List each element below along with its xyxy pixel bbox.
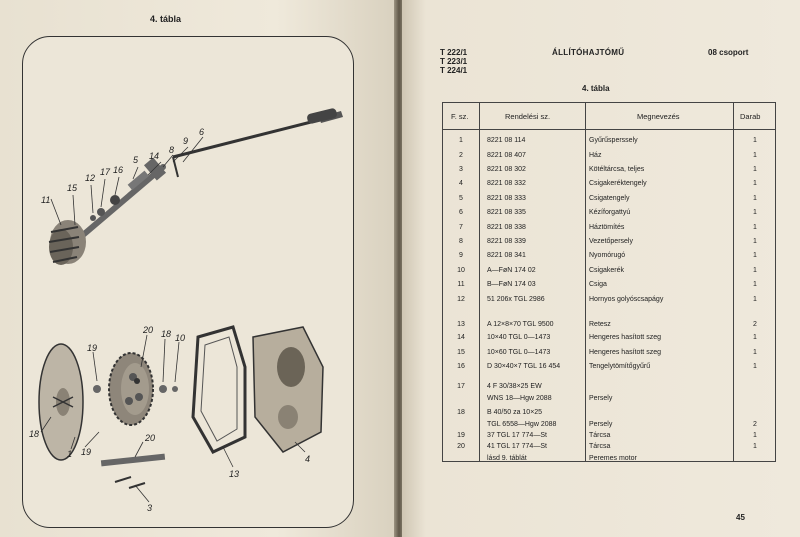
cell-fsz: 5 — [459, 195, 463, 202]
callout-1: 10 — [175, 333, 186, 343]
cell-quantity: 1 — [753, 334, 757, 341]
cell-description: Tárcsa — [589, 432, 611, 439]
key-pins — [101, 454, 165, 488]
cell-order-number: 37 TGL 17 774—St — [487, 432, 547, 439]
callout-19: 18 — [161, 329, 172, 339]
cell-quantity: 1 — [753, 195, 757, 202]
table-title: 4. tábla — [582, 84, 610, 93]
cell-quantity: 1 — [753, 180, 757, 187]
cell-fsz: 12 — [457, 296, 465, 303]
callout-labels — [29, 127, 310, 513]
table-row — [443, 224, 775, 237]
callout-15: 15 — [67, 183, 78, 193]
callout-7: 13 — [229, 469, 240, 479]
cell-description: Vezetőpersely — [589, 238, 633, 245]
callout-10: 20 — [143, 325, 154, 335]
cell-quantity: 1 — [753, 349, 757, 356]
cell-description: Kézíforgattyú — [589, 209, 631, 216]
cell-order-number: 8221 08 338 — [487, 224, 526, 231]
cell-order-number: 10×40 TGL 0—1473 — [487, 334, 551, 341]
worm-gear — [49, 220, 86, 265]
cell-order-number: 51 206x TGL 2986 — [487, 296, 545, 303]
cell-quantity: 1 — [753, 443, 757, 450]
table-row — [443, 166, 775, 179]
cell-quantity: 1 — [753, 363, 757, 370]
cell-quantity: 1 — [753, 281, 757, 288]
cell-description: Hengeres hasított szeg — [589, 334, 661, 341]
cell-quantity: 1 — [753, 137, 757, 144]
cell-fsz: 2 — [459, 152, 463, 159]
cell-fsz: 11 — [457, 281, 465, 288]
cell-fsz: 15 — [457, 349, 465, 356]
cell-order-number: 10×60 TGL 0—1473 — [487, 349, 551, 356]
cell-fsz: 20 — [457, 443, 465, 450]
cell-order-number: lásd 9. táblát — [487, 455, 527, 462]
callout-5: 5 — [133, 155, 139, 165]
cell-description: Ház — [589, 152, 602, 159]
cell-fsz: 8 — [459, 238, 463, 245]
cell-quantity: 1 — [753, 209, 757, 216]
housing — [253, 327, 323, 452]
callout-14: 14 — [149, 151, 160, 161]
table-row — [443, 209, 775, 222]
cell-order-number: D 30×40×7 TGL 16 454 — [487, 363, 561, 370]
cell-order-number: 4 F 30/38×25 EW — [487, 383, 542, 390]
type-code: T 224/1 — [440, 66, 468, 75]
cell-order-number: 8221 08 407 — [487, 152, 526, 159]
callout-4: 20 — [145, 433, 156, 443]
cell-order-number: A—FøN 174 02 — [487, 267, 536, 274]
cell-quantity: 1 — [753, 252, 757, 259]
cell-description: Retesz — [589, 321, 611, 328]
cell-description: Hengeres hasított szeg — [589, 349, 661, 356]
type-codes — [440, 48, 467, 75]
left-page — [0, 0, 396, 537]
table-row — [443, 349, 775, 362]
table-row — [443, 296, 775, 309]
type-code: T 223/1 — [440, 57, 468, 66]
cell-order-number: 41 TGL 17 774—St — [487, 443, 547, 450]
cell-quantity: 1 — [753, 152, 757, 159]
callout-18-gear: 19 — [87, 343, 98, 353]
cell-order-number: 8221 08 335 — [487, 209, 526, 216]
plate-title: 4. tábla — [150, 14, 182, 24]
cell-fsz: 17 — [457, 383, 465, 390]
callout-16: 16 — [113, 165, 124, 175]
cell-order-number: WNS 18—Hgw 2088 — [487, 395, 552, 402]
table-row — [443, 238, 775, 251]
callout-12: 12 — [85, 173, 96, 183]
cell-fsz: 9 — [459, 252, 463, 259]
cell-fsz: 4 — [459, 180, 463, 187]
cell-quantity: 1 — [753, 432, 757, 439]
header-description: Megnevezés — [637, 112, 680, 121]
table-row — [443, 363, 775, 376]
callout-17: 17 — [100, 167, 111, 177]
table-row — [443, 281, 775, 294]
cell-fsz: 10 — [457, 267, 465, 274]
callout-20: 19 — [81, 447, 92, 457]
callout-8: 8 — [169, 145, 175, 155]
cell-description: Tárcsa — [589, 443, 611, 450]
cell-order-number: TGL 6558—Hgw 2088 — [487, 421, 557, 428]
cell-description: Tengelytömítőgyűrű — [589, 363, 651, 370]
table-row — [443, 180, 775, 193]
cell-description: Csiga — [589, 281, 607, 288]
cell-order-number: 8221 08 339 — [487, 238, 526, 245]
cell-fsz: 6 — [459, 209, 463, 216]
gasket — [193, 327, 245, 452]
cell-fsz: 19 — [457, 432, 465, 439]
callout-9: 9 — [183, 136, 189, 146]
cell-order-number: 8221 08 333 — [487, 195, 526, 202]
cell-order-number: 8221 08 302 — [487, 166, 526, 173]
cell-description: Háztömítés — [589, 224, 625, 231]
cell-fsz: 7 — [459, 224, 463, 231]
table-row — [443, 321, 775, 334]
cell-quantity: 2 — [753, 421, 757, 428]
cell-quantity: 2 — [753, 321, 757, 328]
callout-18-drum: 18 — [29, 429, 40, 439]
cell-order-number: 8221 08 341 — [487, 252, 526, 259]
cell-description: Persely — [589, 421, 613, 428]
assembly-title: ÁLLÍTÓHAJTÓMŰ — [552, 48, 625, 57]
cell-quantity: 1 — [753, 238, 757, 245]
cell-description: Persely — [589, 395, 613, 402]
cell-fsz: 13 — [457, 321, 465, 328]
type-code: T 222/1 — [440, 48, 468, 57]
cell-description: Csigakeréktengely — [589, 180, 647, 187]
cell-quantity: 1 — [753, 296, 757, 303]
cell-quantity: 1 — [753, 224, 757, 231]
callout-11: 11 — [41, 195, 51, 205]
gear-wheel — [93, 353, 178, 425]
cell-description: Gyűrűsperssely — [589, 137, 638, 144]
cell-order-number: 8221 08 114 — [487, 137, 526, 144]
table-row — [443, 334, 775, 347]
cell-order-number: B—FøN 174 03 — [487, 281, 536, 288]
cable-drum — [39, 344, 83, 460]
table-row — [443, 152, 775, 165]
page-number: 45 — [736, 513, 745, 522]
cell-fsz: 3 — [459, 166, 463, 173]
table-row — [443, 395, 775, 408]
table-row — [443, 455, 775, 468]
cell-fsz: 16 — [457, 363, 465, 370]
cell-fsz: 14 — [457, 334, 465, 341]
cell-description: Hornyos golyóscsapágy — [589, 296, 664, 303]
cell-fsz: 18 — [457, 409, 465, 416]
cell-description: Csigatengely — [589, 195, 630, 202]
table-row — [443, 195, 775, 208]
table-header — [443, 103, 775, 130]
cell-order-number: A 12×8×70 TGL 9500 — [487, 321, 554, 328]
table-row — [443, 252, 775, 265]
header-order-number: Rendelési sz. — [505, 112, 551, 121]
cell-quantity: 1 — [753, 166, 757, 173]
cell-description: Csigakerék — [589, 267, 625, 274]
header-quantity: Darab — [740, 112, 761, 121]
exploded-view-plate — [22, 36, 354, 528]
right-page — [402, 0, 800, 537]
cell-description: Kötéltárcsa, teljes — [589, 166, 645, 173]
parts-table — [442, 102, 776, 462]
callout-3: 1 — [67, 449, 73, 459]
cell-fsz: 1 — [459, 137, 463, 144]
cell-order-number: 8221 08 332 — [487, 180, 526, 187]
callout-2: 4 — [305, 454, 311, 464]
group-label: 08 csoport — [708, 48, 749, 57]
exploded-diagram — [23, 37, 353, 527]
cell-quantity: 1 — [753, 267, 757, 274]
cell-description: Nyomórugó — [589, 252, 626, 259]
header-fsz: F. sz. — [451, 112, 469, 121]
table-row — [443, 137, 775, 150]
table-row — [443, 267, 775, 280]
cell-order-number: B 40/50 za 10×25 — [487, 409, 543, 416]
cell-description: Peremes motor — [589, 455, 637, 462]
callout-13: 3 — [147, 503, 153, 513]
callout-6: 6 — [199, 127, 205, 137]
